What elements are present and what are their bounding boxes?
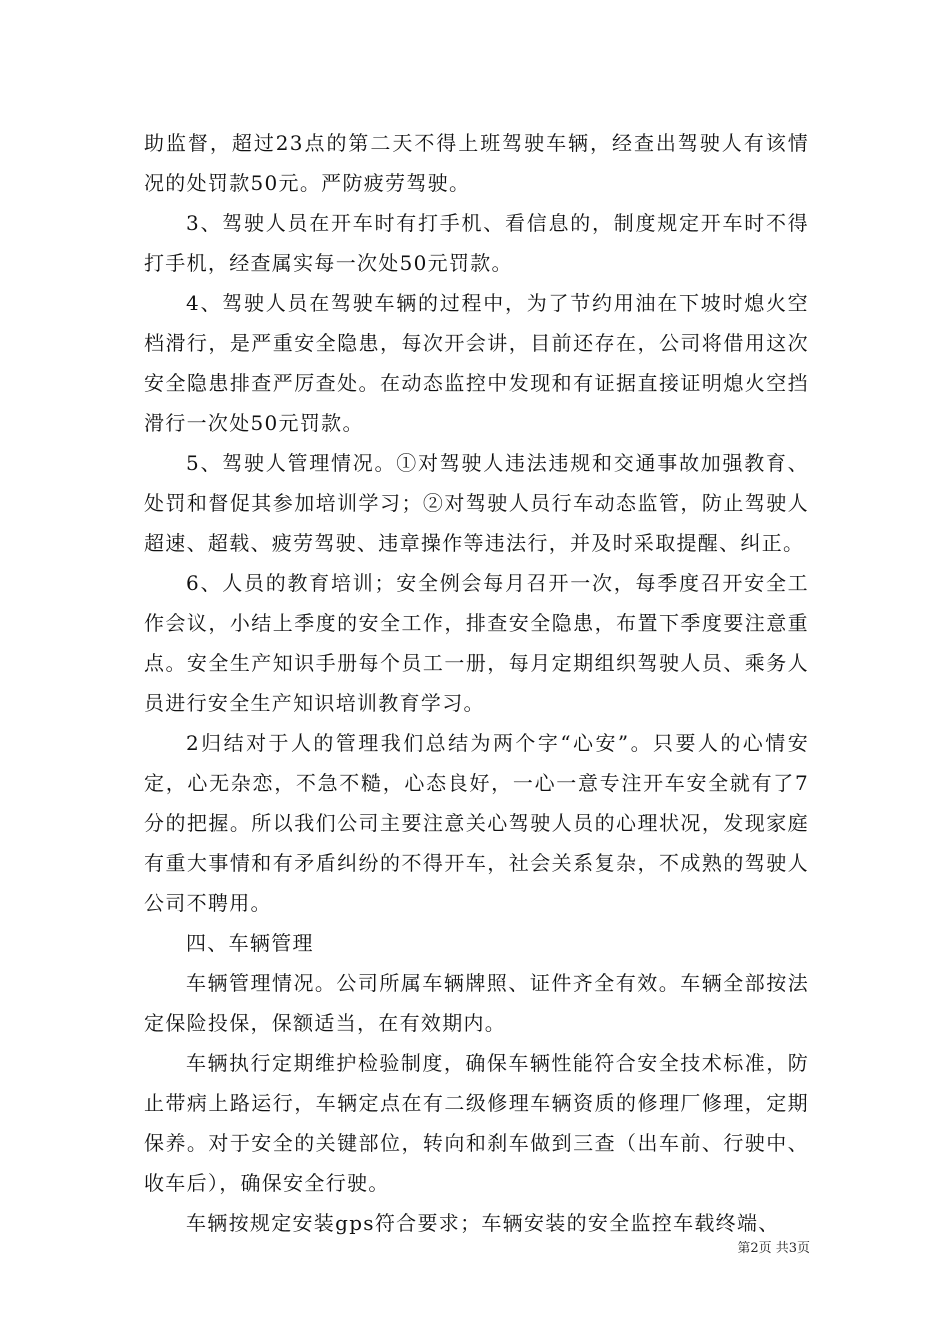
- paragraph-item-5: 5、驾驶人管理情况。①对驾驶人违法违规和交通事故加强教育、处罚和督促其参加培训学习；②对驾驶人员行车动态监管，防止驾驶人超速、超载、疲劳驾驶、违章操作等违法行，并及时采取提醒、纠正。: [144, 451, 809, 555]
- paragraph-item-3: 3、驾驶人员在开车时有打手机、看信息的，制度规定开车时不得打手机，经查属实每一次处50元罚款。: [144, 211, 809, 275]
- section-heading-vehicle-management: 四、车辆管理: [186, 931, 314, 955]
- paragraph-summary: 2归结对于人的管理我们总结为两个字“心安”。只要人的心情安定，心无杂恋，不急不糙，心态良好，一心一意专注开车安全就有了7分的把握。所以我们公司主要注意关心驾驶人员的心理状况，发现家庭有重大事情和有矛盾纠纷的不得开车，社会关系复杂，不成熟的驾驶人公司不聘用。: [144, 731, 809, 915]
- paragraph-vehicle-gps: 车辆按规定安装gps符合要求；车辆安装的安全监控车载终端、: [186, 1211, 780, 1235]
- paragraph-continuation: 助监督，超过23点的第二天不得上班驾驶车辆，经查出驾驶人有该情况的处罚款50元。严防疲劳驾驶。: [144, 131, 809, 195]
- document-body: [144, 123, 809, 1243]
- page-number-footer: 第2页 共3页: [737, 1241, 810, 1256]
- paragraph-item-6: 6、人员的教育培训；安全例会每月召开一次，每季度召开安全工作会议，小结上季度的安全工作，排查安全隐患，布置下季度要注意重点。安全生产知识手册每个员工一册，每月定期组织驾驶人员、乘务人员进行安全生产知识培训教育学习。: [144, 571, 809, 715]
- paragraph-vehicle-maintenance: 车辆执行定期维护检验制度，确保车辆性能符合安全技术标准，防止带病上路运行，车辆定点在有二级修理车辆资质的修理厂修理，定期保养。对于安全的关键部位，转向和刹车做到三查（出车前、行驶中、收车后），确保安全行驶。: [144, 1051, 809, 1195]
- paragraph-vehicle-status: 车辆管理情况。公司所属车辆牌照、证件齐全有效。车辆全部按法定保险投保，保额适当，在有效期内。: [144, 971, 809, 1035]
- paragraph-item-4: 4、驾驶人员在驾驶车辆的过程中，为了节约用油在下坡时熄火空档滑行，是严重安全隐患，每次开会讲，目前还存在，公司将借用这次安全隐患排查严厉查处。在动态监控中发现和有证据直接证明熄火空挡滑行一次处50元罚款。: [144, 291, 809, 435]
